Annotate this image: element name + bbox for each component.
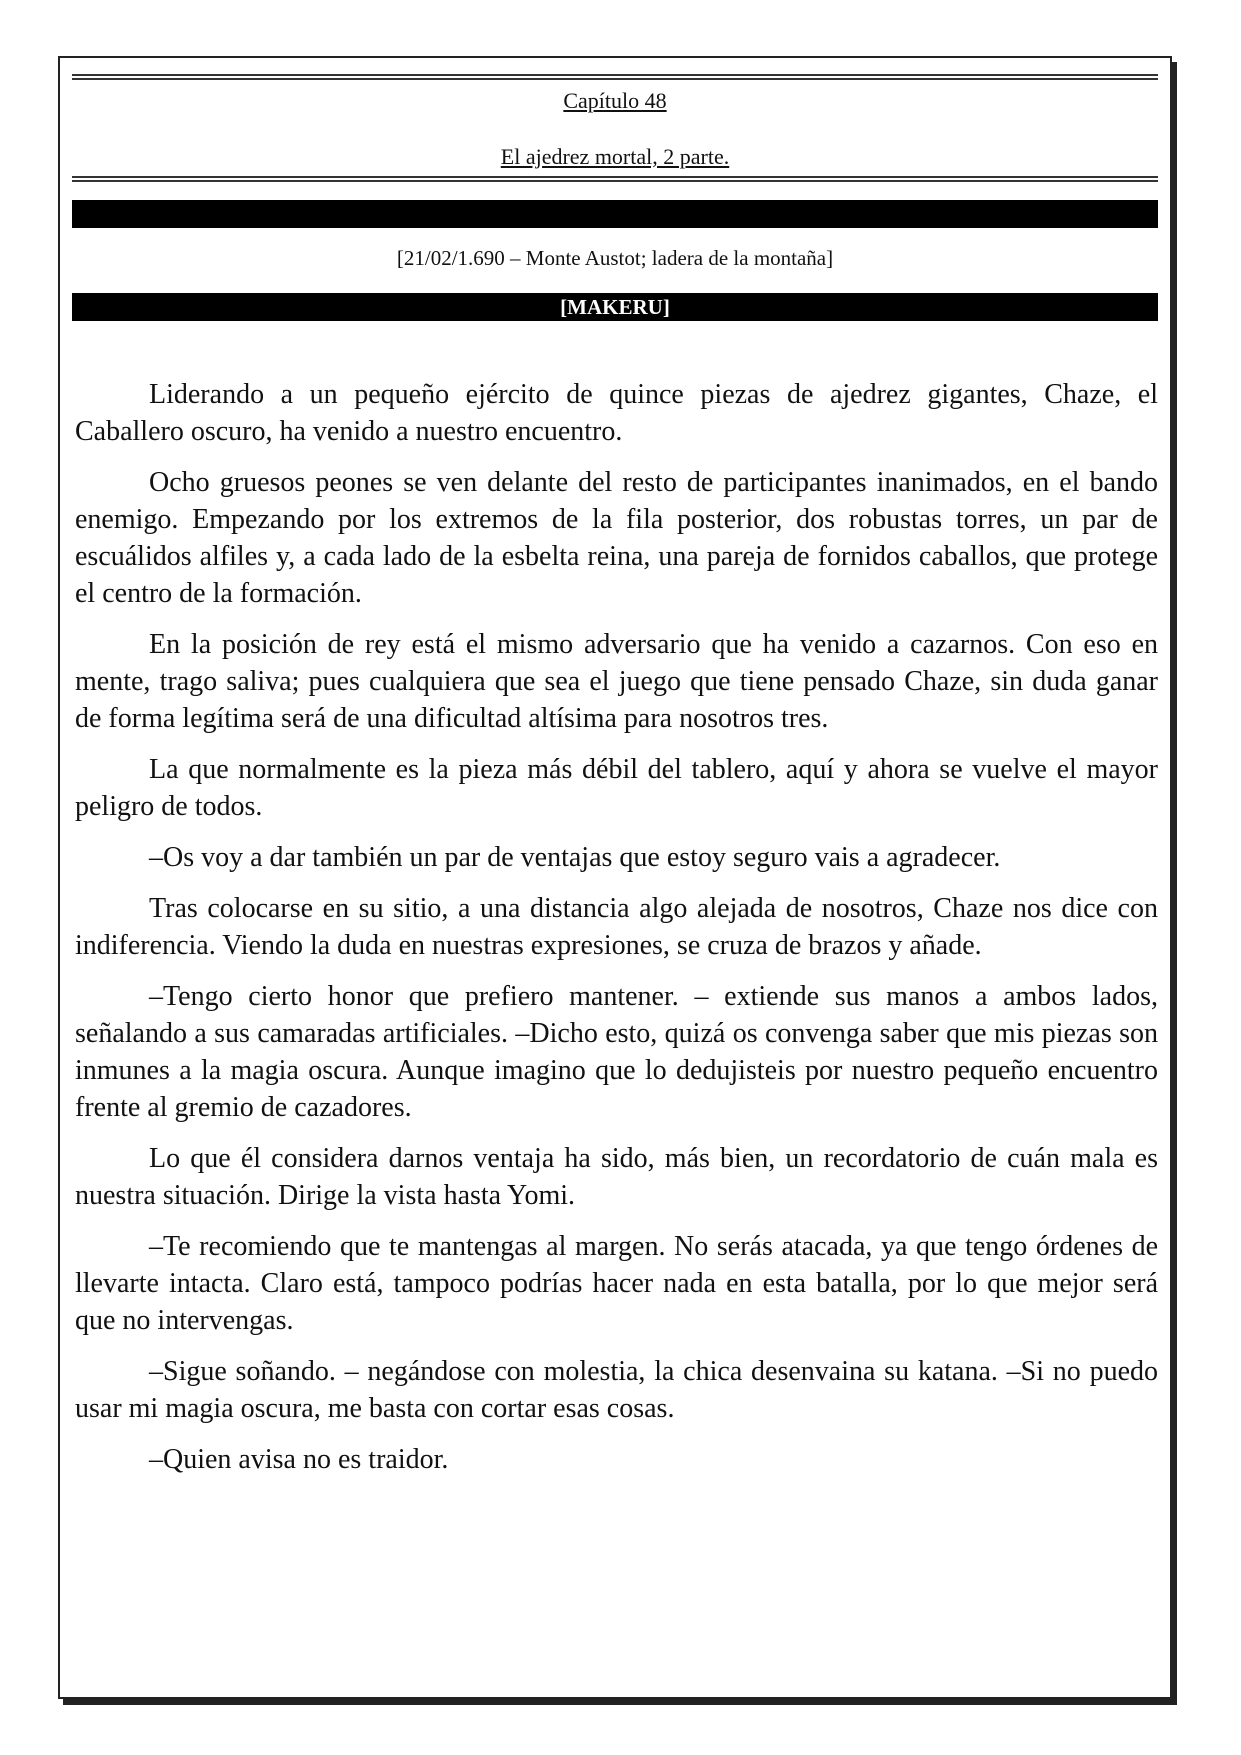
paragraph: –Sigue soñando. – negándose con molestia, la chica desenvaina su katana. –Si no puedo usar mi magia oscura, me basta con cortar esas cosas. [75, 1356, 1158, 1424]
header-top-rule [72, 74, 1158, 80]
separator-bar [72, 200, 1158, 228]
chapter-number: Capítulo 48 [563, 88, 667, 113]
paragraph: –Os voy a dar también un par de ventajas que estoy seguro vais a agradecer. [149, 842, 1001, 873]
header-bottom-rule [72, 176, 1158, 182]
paragraph: Lo que él considera darnos ventaja ha sido, más bien, un recordatorio de cuán mala es nuestra situación. Dirige la vista hasta Yomi. [75, 1143, 1158, 1211]
paragraph: –Quien avisa no es traidor. [149, 1444, 449, 1475]
paragraph: Tras colocarse en su sitio, a una distancia algo alejada de nosotros, Chaze nos dice con indiferencia. Viendo la duda en nuestras expresiones, se cruza de brazos y añade. [75, 893, 1158, 961]
paragraph: –Tengo cierto honor que prefiero mantener. – extiende sus manos a ambos lados, señalando a sus camaradas artificiales. –Dicho esto, quizá os convenga saber que mis piezas son inmunes a la magia oscura. Aunque imagino que lo dedujisteis por nuestro pequeño encuentro frente al gremio de cazadores. [75, 981, 1158, 1123]
paragraph: Liderando a un pequeño ejército de quince piezas de ajedrez gigantes, Chaze, el Caballero oscuro, ha venido a nuestro encuentro. [75, 379, 1158, 447]
chapter-body [75, 376, 1158, 1492]
page-frame [58, 56, 1172, 1699]
paragraph: La que normalmente es la pieza más débil del tablero, aquí y ahora se vuelve el mayor peligro de todos. [75, 754, 1158, 822]
chapter-title: El ajedrez mortal, 2 parte. [500, 144, 730, 169]
scene-header: [21/02/1.690 – Monte Austot; ladera de la montaña] [396, 246, 834, 270]
pov-banner: [MAKERU] [72, 293, 1158, 321]
paragraph: En la posición de rey está el mismo adversario que ha venido a cazarnos. Con eso en mente, trago saliva; pues cualquiera que sea el juego que tiene pensado Chaze, sin duda ganar de forma legítima será de una dificultad altísima para nosotros tres. [75, 629, 1158, 734]
paragraph: –Te recomiendo que te mantengas al margen. No serás atacada, ya que tengo órdenes de llevarte intacta. Claro está, tampoco podrías hacer nada en esta batalla, por lo que mejor será que no intervengas. [75, 1231, 1158, 1336]
paragraph: Ocho gruesos peones se ven delante del resto de participantes inanimados, en el bando enemigo. Empezando por los extremos de la fila posterior, dos robustas torres, un par de escuálidos alfiles y, a cada lado de la esbelta reina, una pareja de fornidos caballos, que protege el centro de la formación. [75, 467, 1158, 609]
